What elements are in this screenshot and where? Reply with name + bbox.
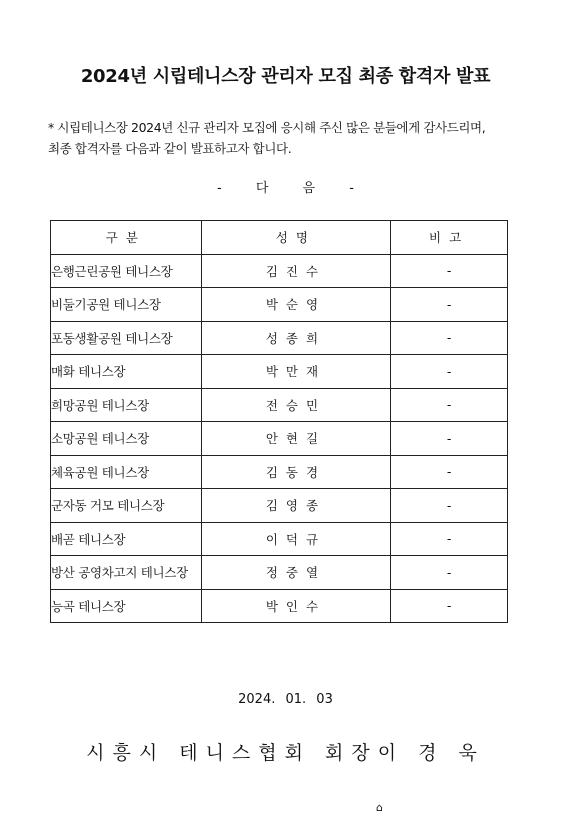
place-cell: 배곧 테니스장: [51, 522, 202, 556]
place-cell: 체육공원 테니스장: [51, 455, 202, 489]
place-cell: 은행근린공원 테니스장: [51, 254, 202, 288]
note-cell: -: [391, 321, 508, 355]
document-title: 2024년 시립테니스장 관리자 모집 최종 합격자 발표: [80, 66, 491, 87]
table-row: [51, 455, 508, 489]
name-cell: 성종희: [201, 321, 391, 355]
name-cell: 박만재: [201, 355, 391, 389]
header-remarks: 비고: [391, 221, 508, 255]
winners-table: [50, 220, 508, 623]
table-body: [51, 254, 508, 623]
place-cell: 비둘기공원 테니스장: [51, 288, 202, 322]
announcement-date: 2024. 01. 03: [238, 692, 333, 707]
name-cell: 이덕규: [201, 522, 391, 556]
table-row: [51, 422, 508, 456]
note-cell: -: [391, 455, 508, 489]
name-cell: 안현길: [201, 422, 391, 456]
place-cell: 매화 테니스장: [51, 355, 202, 389]
note-cell: -: [391, 288, 508, 322]
name-cell: 전승민: [201, 388, 391, 422]
intro-paragraph: [48, 117, 538, 159]
note-cell: -: [391, 522, 508, 556]
table-row: [51, 522, 508, 556]
name-cell: 박순영: [201, 288, 391, 322]
place-cell: 포동생활공원 테니스장: [51, 321, 202, 355]
table-header-row: [51, 221, 508, 255]
intro-line-1: * 시립테니스장 2024년 신규 관리자 모집에 응시해 주신 많은 분들에게 감사드리며,: [48, 120, 486, 135]
name-cell: 김영종: [201, 489, 391, 523]
name-cell: 김진수: [201, 254, 391, 288]
name-cell: 정중열: [201, 556, 391, 590]
table-row: [51, 489, 508, 523]
table-row: [51, 556, 508, 590]
table-row: [51, 321, 508, 355]
note-cell: -: [391, 422, 508, 456]
name-cell: 박인수: [201, 589, 391, 623]
signature-line: 시흥시 테니스협회 회장이 경 욱: [86, 742, 485, 764]
note-cell: -: [391, 388, 508, 422]
header-category: 구분: [51, 221, 202, 255]
place-cell: 방산 공영차고지 테니스장: [51, 556, 202, 590]
table-row: [51, 288, 508, 322]
intro-line-2: 최종 합격자를 다음과 같이 발표하고자 합니다.: [48, 141, 292, 156]
name-cell: 김동경: [201, 455, 391, 489]
note-cell: -: [391, 254, 508, 288]
place-cell: 능곡 테니스장: [51, 589, 202, 623]
table-row: [51, 355, 508, 389]
place-cell: 소망공원 테니스장: [51, 422, 202, 456]
place-cell: 군자동 거모 테니스장: [51, 489, 202, 523]
header-name: 성명: [201, 221, 391, 255]
table-row: [51, 589, 508, 623]
center-note: - 다 음 -: [217, 181, 354, 196]
note-cell: -: [391, 589, 508, 623]
note-cell: -: [391, 489, 508, 523]
note-cell: -: [391, 556, 508, 590]
page-mark-icon: ⌂: [376, 801, 383, 814]
table-row: [51, 254, 508, 288]
table-row: [51, 388, 508, 422]
place-cell: 희망공원 테니스장: [51, 388, 202, 422]
note-cell: -: [391, 355, 508, 389]
